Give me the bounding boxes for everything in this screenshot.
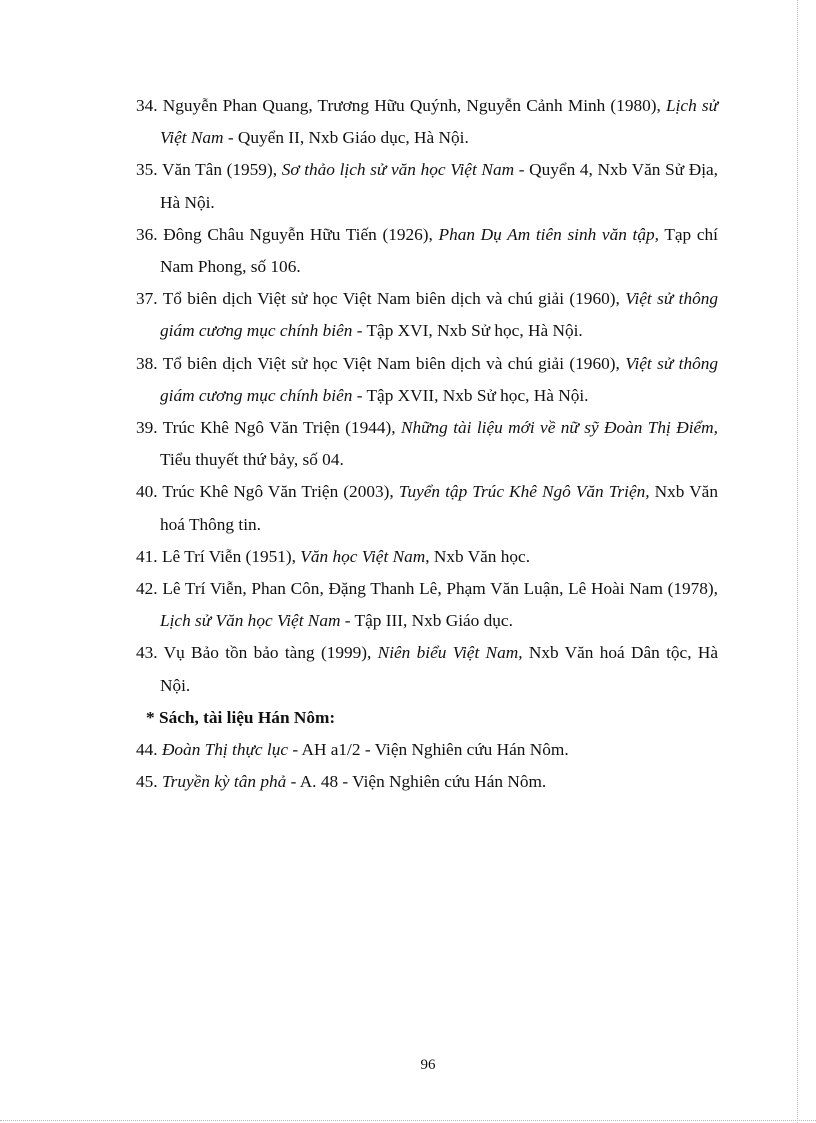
- reference-item-41: [136, 541, 718, 573]
- reference-item-40: [136, 476, 718, 540]
- ref-publication: - A. 48 - Viện Nghiên cứu Hán Nôm.: [290, 772, 547, 792]
- ref-authors: Đông Châu Nguyễn Hữu Tiến (1926),: [163, 224, 433, 244]
- ref-number: 45.: [136, 772, 158, 792]
- reference-item-42: [136, 573, 718, 637]
- reference-item-36: [136, 219, 718, 283]
- ref-publication: - Quyển 4, Nxb Văn Sử Địa, Hà Nội.: [160, 160, 718, 212]
- ref-title: Truyền kỳ tân phả: [161, 772, 287, 792]
- ref-authors: Vụ Bảo tồn bảo tàng (1999),: [163, 643, 372, 663]
- reference-item-44: [136, 734, 718, 766]
- ref-publication: - Tập III, Nxb Giáo dục.: [344, 611, 513, 631]
- ref-publication: Tạp chí Nam Phong, số 106.: [160, 224, 718, 277]
- ref-title: Tuyển tập Trúc Khê Ngô Văn Triện,: [398, 482, 650, 502]
- ref-publication: - AH a1/2 - Viện Nghiên cứu Hán Nôm.: [292, 740, 569, 760]
- reference-item-39: [136, 412, 718, 476]
- ref-title: Việt sử thông giám cương mục chính biên: [160, 353, 719, 405]
- ref-number: 38.: [136, 353, 158, 373]
- ref-number: 36.: [136, 224, 158, 244]
- reference-list: [136, 90, 718, 798]
- ref-publication: - Quyển II, Nxb Giáo dục, Hà Nội.: [227, 128, 469, 148]
- ref-authors: Tổ biên dịch Việt sử học Việt Nam biên dịch và chú giải (1960),: [162, 289, 620, 309]
- ref-title: Phan Dụ Am tiên sinh văn tập,: [438, 224, 659, 244]
- ref-number: 42.: [136, 579, 158, 599]
- ref-publication: Tiểu thuyết thứ bảy, số 04.: [160, 450, 344, 470]
- ref-authors: Nguyễn Phan Quang, Trương Hữu Quýnh, Nguyễn Cảnh Minh (1980),: [162, 96, 661, 115]
- reference-item-34: [136, 90, 718, 154]
- ref-title: Lịch sử Văn học Việt Nam: [160, 611, 341, 631]
- page-number: 96: [420, 1057, 436, 1073]
- ref-publication: - Tập XVI, Nxb Sử học, Hà Nội.: [356, 321, 583, 341]
- ref-number: 41.: [136, 546, 158, 566]
- section-heading-han-nom: * Sách, tài liệu Hán Nôm:: [146, 707, 336, 727]
- page-border-right: [797, 0, 798, 1123]
- ref-publication: Nxb Văn hoá Thông tin.: [160, 482, 718, 534]
- ref-title: Niên biểu Việt Nam,: [377, 643, 523, 663]
- ref-publication: Nxb Văn hoá Dân tộc, Hà Nội.: [160, 643, 719, 695]
- ref-number: 43.: [136, 643, 158, 663]
- ref-title: Việt sử thông giám cương mục chính biên: [160, 289, 719, 341]
- reference-item-43: [136, 637, 718, 701]
- ref-title: Những tài liệu mới về nữ sỹ Đoàn Thị Điểm,: [400, 418, 718, 438]
- reference-item-38: [136, 348, 718, 412]
- ref-number: 39.: [136, 418, 158, 438]
- page-border-bottom: [0, 1120, 816, 1121]
- ref-publication: , Nxb Văn học.: [425, 546, 531, 566]
- ref-title: Lịch sử Việt Nam: [160, 96, 719, 148]
- ref-number: 37.: [136, 289, 158, 309]
- reference-item-45: [136, 766, 718, 798]
- ref-authors: Lê Trí Viễn, Phan Côn, Đặng Thanh Lê, Phạm Văn Luận, Lê Hoài Nam (1978),: [162, 579, 718, 599]
- reference-item-37: [136, 283, 718, 347]
- ref-title: Sơ thảo lịch sử văn học Việt Nam: [281, 160, 515, 180]
- ref-number: 35.: [136, 160, 158, 180]
- ref-authors: Trúc Khê Ngô Văn Triện (2003),: [162, 482, 394, 502]
- reference-item-35: [136, 154, 718, 218]
- ref-authors: Trúc Khê Ngô Văn Triện (1944),: [162, 418, 396, 438]
- ref-authors: Văn Tân (1959),: [161, 160, 278, 180]
- ref-number: 40.: [136, 482, 158, 502]
- ref-title: Văn học Việt Nam: [300, 546, 426, 566]
- ref-title: Đoàn Thị thực lục: [161, 740, 289, 760]
- ref-number: 44.: [136, 740, 158, 760]
- ref-number: 34.: [136, 96, 158, 115]
- ref-authors: Lê Trí Viễn (1951),: [161, 546, 296, 566]
- ref-authors: Tổ biên dịch Việt sử học Việt Nam biên dịch và chú giải (1960),: [162, 353, 620, 373]
- ref-publication: - Tập XVII, Nxb Sử học, Hà Nội.: [356, 385, 589, 405]
